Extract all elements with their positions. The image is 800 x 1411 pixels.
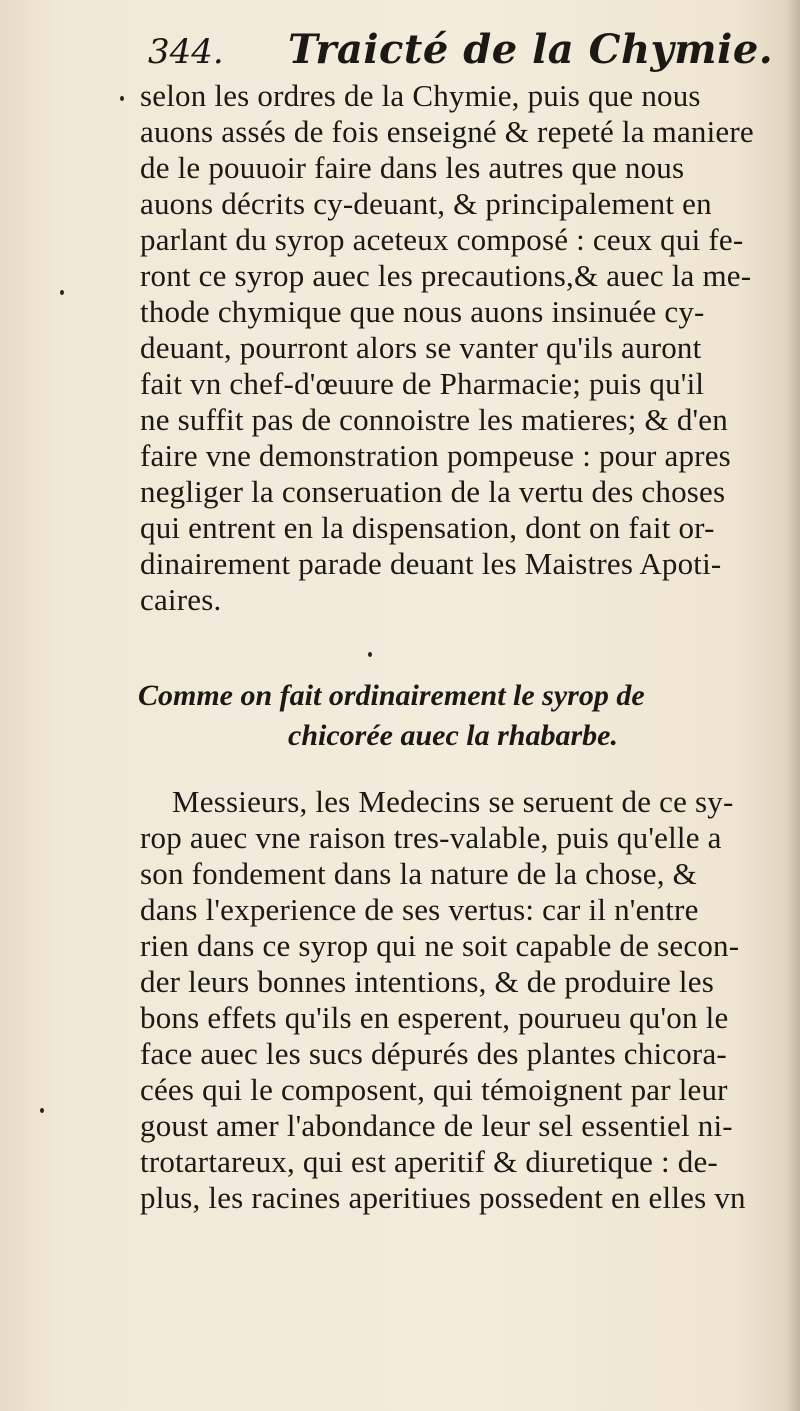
text-line: negliger la conseruation de la vertu des choses	[140, 474, 726, 509]
text-line: fait vn chef-d'œuure de Pharmacie; puis qu'il	[140, 366, 705, 401]
text-line: trotartareux, qui est aperitif & diuretique : de-	[140, 1144, 718, 1179]
heading-line: chicorée auec la rhabarbe.	[288, 719, 618, 752]
text-line: face auec les sucs dépurés des plantes chicora-	[140, 1036, 727, 1071]
text-line: thode chymique que nous auons insinuée cy-	[140, 294, 705, 329]
text-line: Messieurs, les Medecins se seruent de ce sy-	[172, 784, 734, 819]
text-line: dinairement parade deuant les Maistres Apoti-	[140, 546, 722, 581]
text-line: deuant, pourront alors se vanter qu'ils auront	[140, 330, 702, 365]
ink-speck	[60, 290, 64, 295]
text-line: selon les ordres de la Chymie, puis que nous	[140, 78, 701, 113]
running-title: Traicté de la Chymie.	[288, 26, 774, 73]
text-line: caires.	[140, 582, 222, 617]
text-line: auons décrits cy-deuant, & principalement en	[140, 186, 712, 221]
text-line: rien dans ce syrop qui ne soit capable de secon-	[140, 928, 740, 963]
text-line: rop auec vne raison tres-valable, puis qu'elle a	[140, 820, 722, 855]
ink-speck	[120, 96, 124, 101]
heading-line: Comme on fait ordinairement le syrop de	[138, 679, 645, 712]
text-line: qui entrent en la dispensation, dont on fait or-	[140, 510, 715, 545]
text-line: dans l'experience de ses vertus: car il n'entre	[140, 892, 699, 927]
text-line: bons effets qu'ils en esperent, pourueu qu'on le	[140, 1000, 729, 1035]
text-line: ront ce syrop auec les precautions,& auec la me-	[140, 258, 752, 293]
text-line: de le pouuoir faire dans les autres que nous	[140, 150, 685, 185]
text-line: der leurs bonnes intentions, & de produire les	[140, 964, 714, 999]
text-line: cées qui le composent, qui témoignent par leur	[140, 1072, 728, 1107]
text-line: auons assés de fois enseigné & repeté la maniere	[140, 114, 754, 149]
text-line: faire vne demonstration pompeuse : pour apres	[140, 438, 731, 473]
text-line: parlant du syrop aceteux composé : ceux qui fe-	[140, 222, 744, 257]
text-line: goust amer l'abondance de leur sel essentiel ni-	[140, 1108, 733, 1143]
text-line: ne suffit pas de connoistre les matieres; & d'en	[140, 402, 728, 437]
text-line: plus, les racines aperitiues possedent en elles vn	[140, 1180, 746, 1215]
ink-speck	[368, 652, 372, 657]
text-line: son fondement dans la nature de la chose, &	[140, 856, 697, 891]
page-number: 344.	[148, 32, 224, 72]
ink-speck	[40, 1108, 44, 1113]
